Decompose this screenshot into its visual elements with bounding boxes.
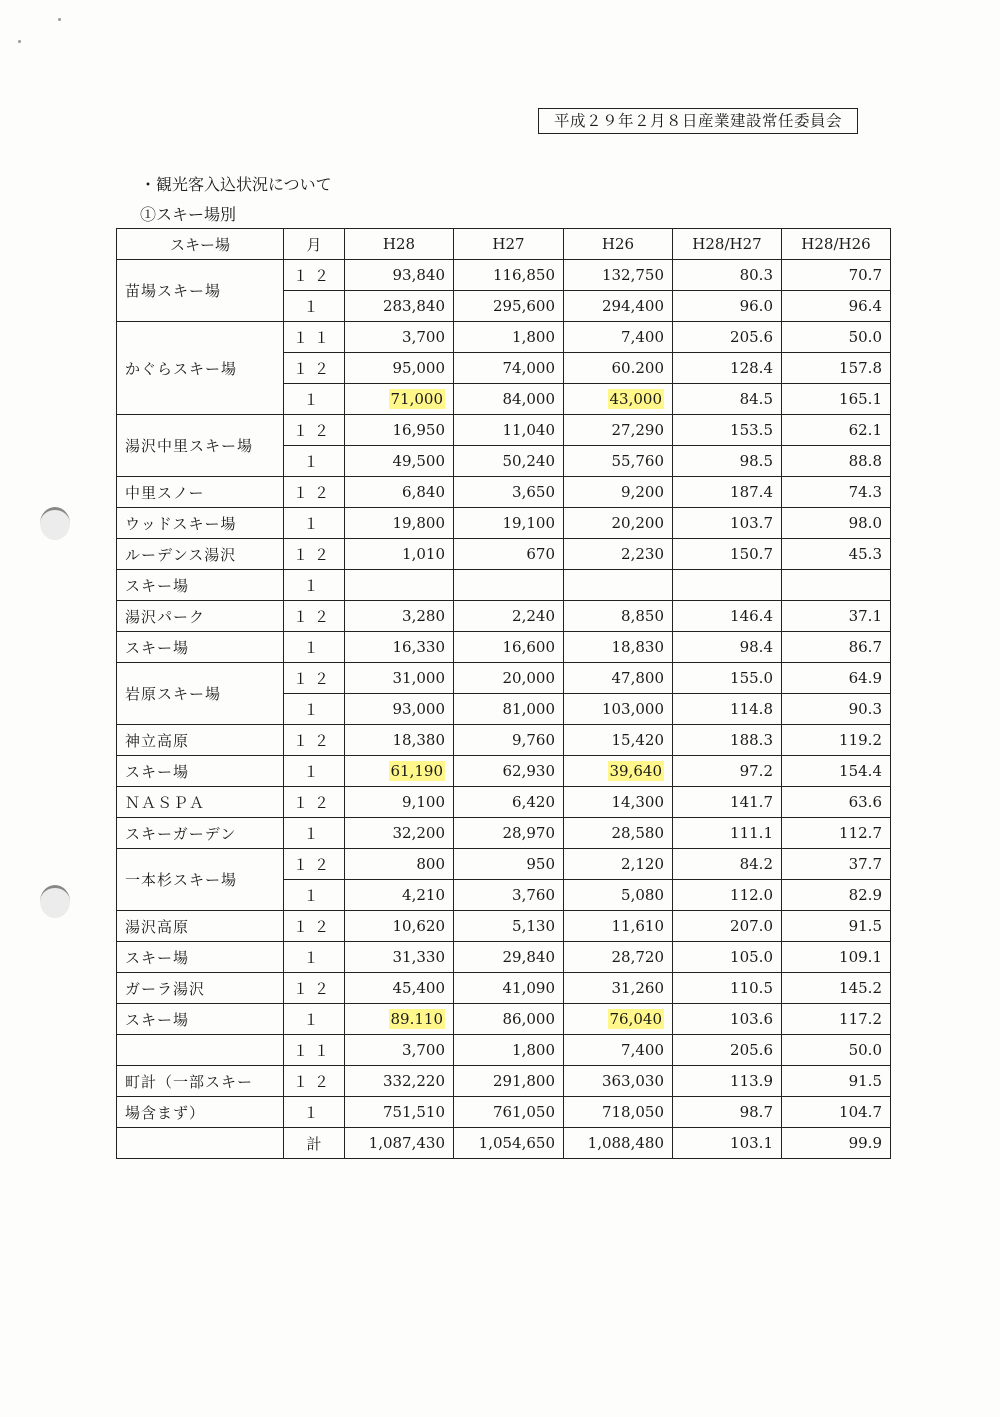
value-cell: 112.7 [782,818,891,849]
ski-resort-visitor-table [116,228,891,1159]
value-cell: 45,400 [345,973,454,1004]
value-cell: 153.5 [673,415,782,446]
value-cell: 16,600 [454,632,564,663]
value-cell: 98.0 [782,508,891,539]
value-cell: 84.5 [673,384,782,415]
value-cell: 6,840 [345,477,454,508]
value-cell: 207.0 [673,911,782,942]
value-cell: 32,200 [345,818,454,849]
value-cell: 55,760 [564,446,673,477]
table-row [117,508,891,539]
value-cell: 70.7 [782,260,891,291]
col-header-h28: H28 [345,229,454,260]
value-cell: 800 [345,849,454,880]
value-cell: 103,000 [564,694,673,725]
value-cell: 157.8 [782,353,891,384]
total-row [117,1097,891,1128]
value-cell [345,1004,454,1035]
value-cell: 103.7 [673,508,782,539]
punch-hole [40,507,70,540]
resort-name-line2: スキー場 [117,942,284,973]
value-cell: 18,380 [345,725,454,756]
month-cell: １ [284,291,345,322]
value-cell: 5,130 [454,911,564,942]
header-row [117,229,891,260]
value-cell: 64.9 [782,663,891,694]
value-cell: 294,400 [564,291,673,322]
value-cell: 97.2 [673,756,782,787]
value-cell: 1,010 [345,539,454,570]
table-row [117,787,891,818]
value-cell: 20,200 [564,508,673,539]
col-header-h27: H27 [454,229,564,260]
value-cell: 49,500 [345,446,454,477]
value-cell: 363,030 [564,1066,673,1097]
month-cell: １ [284,446,345,477]
value-cell: 205.6 [673,1035,782,1066]
resort-name-line1: 湯沢高原 [117,911,284,942]
resort-name-line1: 神立高原 [117,725,284,756]
value-cell: 150.7 [673,539,782,570]
value-cell: 116,850 [454,260,564,291]
total-row [117,1035,891,1066]
total-name-spacer [117,1128,284,1159]
value-cell: 96.4 [782,291,891,322]
value-cell: 7,400 [564,1035,673,1066]
month-cell: １ [284,1097,345,1128]
month-cell: １２ [284,725,345,756]
value-cell: 1,087,430 [345,1128,454,1159]
table-row [117,663,891,694]
table-row [117,1004,891,1035]
table-row [117,818,891,849]
value-cell: 27,290 [564,415,673,446]
value-cell [564,1004,673,1035]
col-header-h28-h27: H28/H27 [673,229,782,260]
value-cell: 3,700 [345,1035,454,1066]
value-cell: 332,220 [345,1066,454,1097]
total-name-line2: 場含まず） [117,1097,284,1128]
value-cell: 98.5 [673,446,782,477]
month-cell: 計 [284,1128,345,1159]
value-cell: 165.1 [782,384,891,415]
value-cell: 86,000 [454,1004,564,1035]
value-cell: 82.9 [782,880,891,911]
value-cell: 132,750 [564,260,673,291]
table-row [117,911,891,942]
value-cell: 20,000 [454,663,564,694]
resort-name: 岩原スキー場 [117,663,284,725]
value-cell: 16,950 [345,415,454,446]
table-row [117,260,891,291]
total-row [117,1128,891,1159]
resort-name-line1: ガーラ湯沢 [117,973,284,1004]
value-cell: 11,610 [564,911,673,942]
value-cell: 3,650 [454,477,564,508]
value-cell: 5,080 [564,880,673,911]
value-cell: 14,300 [564,787,673,818]
punch-hole [40,885,70,918]
value-cell: 761,050 [454,1097,564,1128]
value-cell: 6,420 [454,787,564,818]
resort-name-line2: ウッドスキー場 [117,508,284,539]
value-cell: 8,850 [564,601,673,632]
month-cell: １２ [284,973,345,1004]
value-cell: 117.2 [782,1004,891,1035]
resort-name: 一本杉スキー場 [117,849,284,911]
value-cell: 41,090 [454,973,564,1004]
value-cell: 154.4 [782,756,891,787]
value-cell: 84.2 [673,849,782,880]
value-cell: 3,280 [345,601,454,632]
value-cell: 145.2 [782,973,891,1004]
value-cell: 950 [454,849,564,880]
value-cell: 104.7 [782,1097,891,1128]
month-cell: １ [284,756,345,787]
month-cell: １２ [284,353,345,384]
value-cell: 95,000 [345,353,454,384]
table-row [117,973,891,1004]
col-header-h26: H26 [564,229,673,260]
value-cell [564,570,673,601]
resort-name: 苗場スキー場 [117,260,284,322]
value-cell: 7,400 [564,322,673,353]
value-cell: 9,200 [564,477,673,508]
resort-name-line2: スキー場 [117,1004,284,1035]
month-cell: １ [284,818,345,849]
month-cell: １２ [284,911,345,942]
value-cell [782,570,891,601]
resort-name-line1: ＮＡＳＰＡ [117,787,284,818]
value-cell: 9,100 [345,787,454,818]
value-cell: 188.3 [673,725,782,756]
value-cell: 3,700 [345,322,454,353]
value-cell: 91.5 [782,1066,891,1097]
month-cell: １２ [284,849,345,880]
value-cell: 45.3 [782,539,891,570]
value-cell [564,384,673,415]
value-cell: 11,040 [454,415,564,446]
resort-name-line2: スキー場 [117,570,284,601]
value-cell: 283,840 [345,291,454,322]
value-cell: 718,050 [564,1097,673,1128]
highlighted-value: 89.110 [390,1010,443,1028]
value-cell: 80.3 [673,260,782,291]
value-cell: 18,830 [564,632,673,663]
table-row [117,570,891,601]
committee-date-label: 平成２９年２月８日産業建設常任委員会 [538,108,858,134]
value-cell: 187.4 [673,477,782,508]
highlighted-value: 43,000 [609,390,662,408]
resort-name: かぐらスキー場 [117,322,284,415]
value-cell: 119.2 [782,725,891,756]
total-row [117,1066,891,1097]
value-cell: 28,580 [564,818,673,849]
section-heading: ・観光客入込状況について [140,175,332,194]
value-cell [454,570,564,601]
scan-speck [18,40,21,43]
value-cell: 74,000 [454,353,564,384]
value-cell: 155.0 [673,663,782,694]
value-cell: 50.0 [782,322,891,353]
value-cell: 93,840 [345,260,454,291]
value-cell: 96.0 [673,291,782,322]
value-cell: 37.7 [782,849,891,880]
value-cell: 62.1 [782,415,891,446]
value-cell: 31,000 [345,663,454,694]
value-cell: 98.4 [673,632,782,663]
value-cell: 19,100 [454,508,564,539]
resort-name-line2: スキーガーデン [117,818,284,849]
value-cell: 1,800 [454,1035,564,1066]
value-cell [345,756,454,787]
value-cell: 1,054,650 [454,1128,564,1159]
value-cell: 31,260 [564,973,673,1004]
value-cell: 113.9 [673,1066,782,1097]
month-cell: １ [284,880,345,911]
resort-name: 湯沢中里スキー場 [117,415,284,477]
total-name-line1: 町計（一部スキー [117,1066,284,1097]
value-cell: 111.1 [673,818,782,849]
value-cell: 10,620 [345,911,454,942]
table-row [117,322,891,353]
value-cell [345,570,454,601]
table-row [117,849,891,880]
month-cell: １ [284,508,345,539]
value-cell: 60.200 [564,353,673,384]
value-cell: 1,800 [454,322,564,353]
value-cell: 670 [454,539,564,570]
month-cell: １２ [284,539,345,570]
month-cell: １２ [284,787,345,818]
month-cell: １ [284,694,345,725]
value-cell: 16,330 [345,632,454,663]
value-cell [345,384,454,415]
month-cell: １ [284,570,345,601]
value-cell: 128.4 [673,353,782,384]
table-row [117,632,891,663]
value-cell: 295,600 [454,291,564,322]
value-cell: 37.1 [782,601,891,632]
resort-name-line2: スキー場 [117,756,284,787]
value-cell: 110.5 [673,973,782,1004]
value-cell: 86.7 [782,632,891,663]
table-row [117,756,891,787]
month-cell: １２ [284,415,345,446]
value-cell: 751,510 [345,1097,454,1128]
month-cell: １１ [284,1035,345,1066]
value-cell: 1,088,480 [564,1128,673,1159]
value-cell: 205.6 [673,322,782,353]
value-cell: 3,760 [454,880,564,911]
value-cell: 291,800 [454,1066,564,1097]
table-row [117,942,891,973]
value-cell: 62,930 [454,756,564,787]
value-cell: 103.1 [673,1128,782,1159]
month-cell: １ [284,942,345,973]
col-header-month: 月 [284,229,345,260]
value-cell: 28,970 [454,818,564,849]
month-cell: １１ [284,322,345,353]
value-cell [673,570,782,601]
value-cell: 15,420 [564,725,673,756]
value-cell: 112.0 [673,880,782,911]
value-cell: 50.0 [782,1035,891,1066]
month-cell: １２ [284,1066,345,1097]
value-cell [564,756,673,787]
value-cell: 84,000 [454,384,564,415]
value-cell: 19,800 [345,508,454,539]
table-row [117,725,891,756]
value-cell: 103.6 [673,1004,782,1035]
value-cell: 81,000 [454,694,564,725]
value-cell: 50,240 [454,446,564,477]
highlighted-value: 71,000 [390,390,443,408]
value-cell: 146.4 [673,601,782,632]
value-cell: 88.8 [782,446,891,477]
resort-name-line1: 中里スノー [117,477,284,508]
value-cell: 29,840 [454,942,564,973]
value-cell: 2,240 [454,601,564,632]
col-header-h28-h26: H28/H26 [782,229,891,260]
value-cell: 74.3 [782,477,891,508]
value-cell: 141.7 [673,787,782,818]
value-cell: 98.7 [673,1097,782,1128]
value-cell: 9,760 [454,725,564,756]
value-cell: 99.9 [782,1128,891,1159]
resort-name-line1: 湯沢パーク [117,601,284,632]
month-cell: １２ [284,601,345,632]
total-name-spacer [117,1035,284,1066]
subsection-heading: ①スキー場別 [140,205,237,224]
highlighted-value: 61,190 [390,762,443,780]
table-row [117,477,891,508]
table-row [117,539,891,570]
month-cell: １ [284,1004,345,1035]
resort-name-line1: ルーデンス湯沢 [117,539,284,570]
value-cell: 93,000 [345,694,454,725]
value-cell: 2,230 [564,539,673,570]
scan-speck [58,18,61,21]
highlighted-value: 76,040 [609,1010,662,1028]
table-row [117,601,891,632]
value-cell: 2,120 [564,849,673,880]
value-cell: 63.6 [782,787,891,818]
value-cell: 90.3 [782,694,891,725]
highlighted-value: 39,640 [609,762,662,780]
value-cell: 114.8 [673,694,782,725]
month-cell: １ [284,384,345,415]
value-cell: 91.5 [782,911,891,942]
value-cell: 4,210 [345,880,454,911]
month-cell: １２ [284,663,345,694]
value-cell: 109.1 [782,942,891,973]
value-cell: 105.0 [673,942,782,973]
month-cell: １２ [284,477,345,508]
value-cell: 47,800 [564,663,673,694]
value-cell: 28,720 [564,942,673,973]
table-row [117,415,891,446]
value-cell: 31,330 [345,942,454,973]
month-cell: １２ [284,260,345,291]
resort-name-line2: スキー場 [117,632,284,663]
month-cell: １ [284,632,345,663]
col-header-resort: スキー場 [117,229,284,260]
